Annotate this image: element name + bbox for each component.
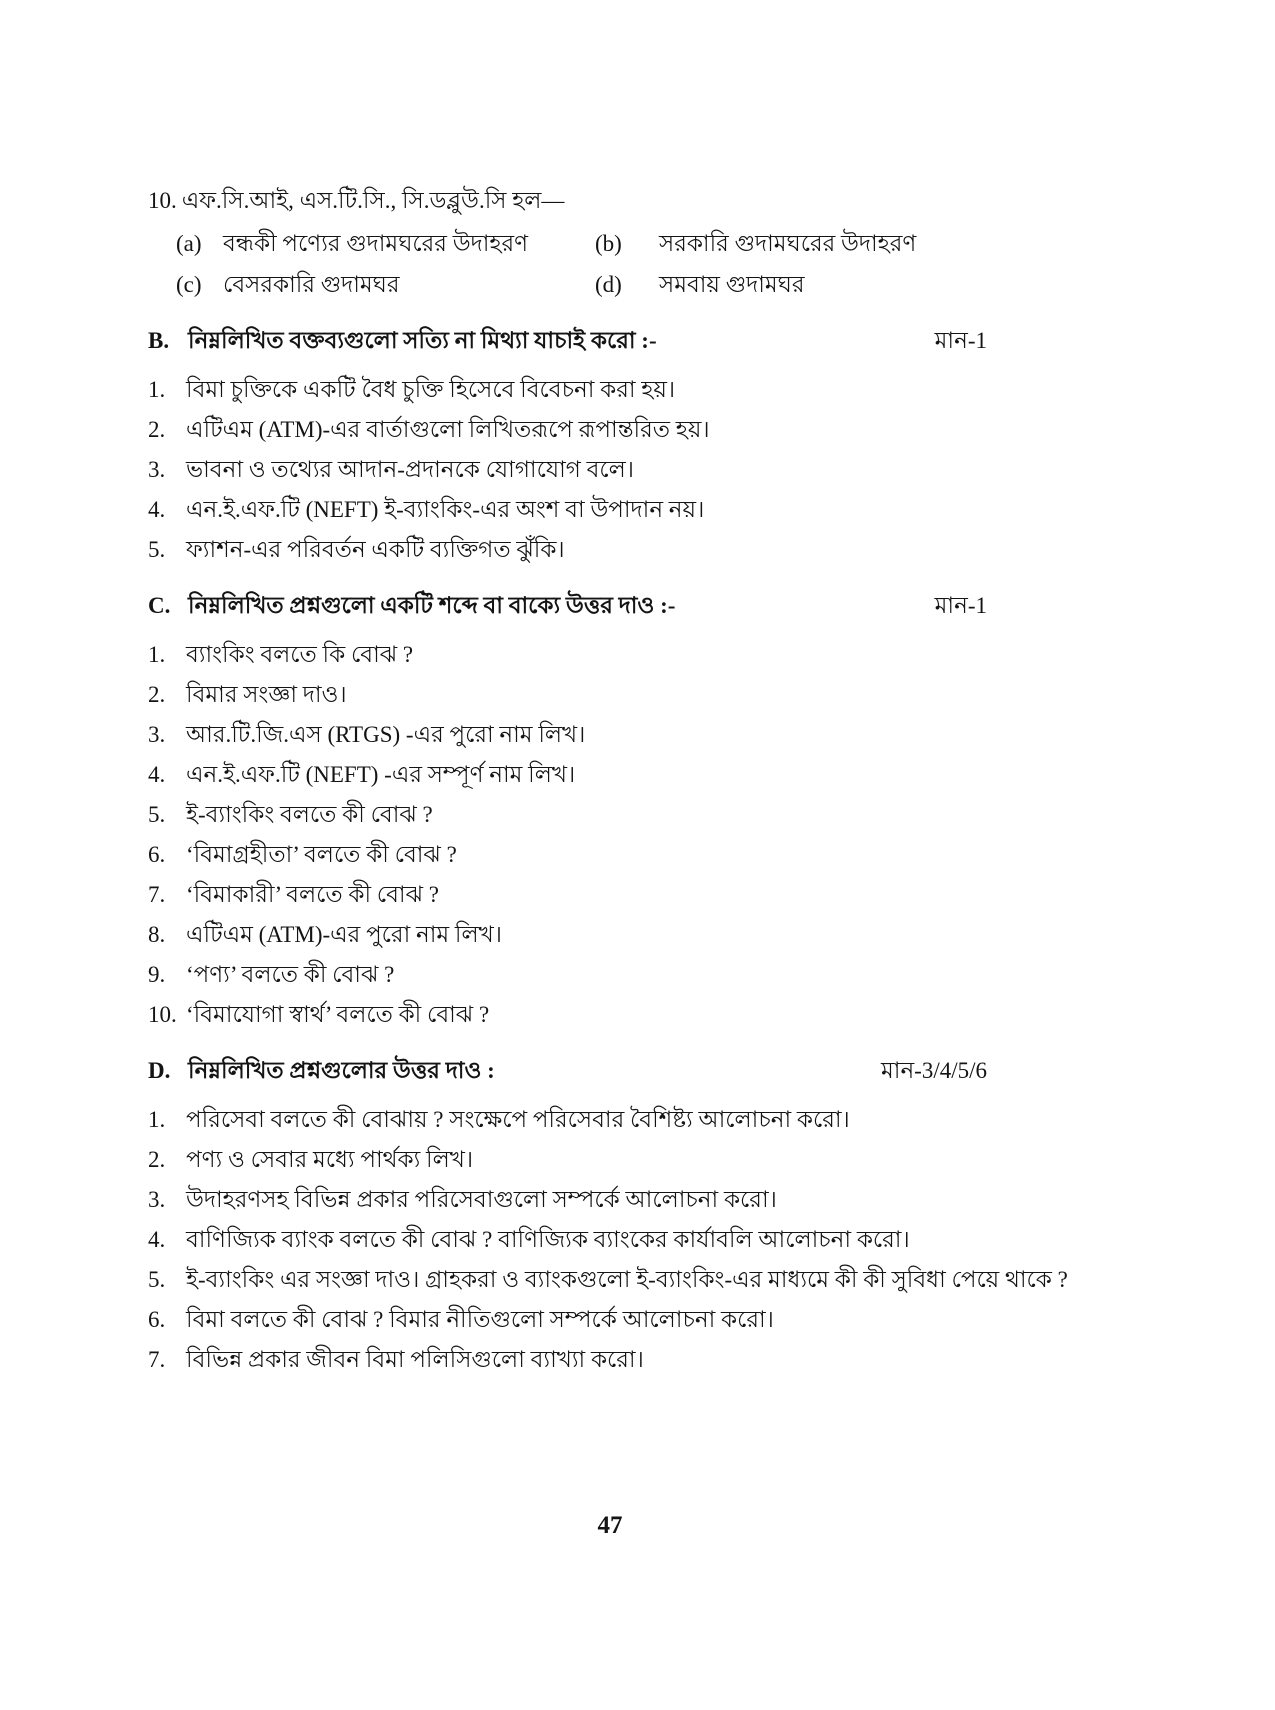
section-label: D. bbox=[148, 1058, 171, 1083]
page-content bbox=[148, 186, 1217, 1386]
question-number: 8. bbox=[148, 922, 166, 947]
question-number: 10. bbox=[148, 1002, 177, 1027]
question-item bbox=[148, 1106, 1217, 1134]
question-number: 1. bbox=[148, 377, 166, 402]
section-b-items bbox=[148, 376, 1217, 564]
question-item bbox=[148, 761, 1217, 789]
section-title: নিম্নলিখিত প্রশ্নগুলোর উত্তর দাও : bbox=[188, 1058, 495, 1083]
question-item bbox=[148, 841, 1217, 869]
question-text: বিমার সংজ্ঞা দাও। bbox=[186, 682, 347, 707]
question-number: 6. bbox=[148, 842, 166, 867]
question-item bbox=[148, 376, 1217, 404]
question-text: বাণিজ্যিক ব্যাংক বলতে কী বোঝ ? বাণিজ্যিক ব্যাংকের কার্যাবলি আলোচনা করো। bbox=[186, 1227, 910, 1252]
question-text: ‘বিমাগ্রহীতা’ বলতে কী বোঝ ? bbox=[186, 842, 457, 867]
question-text: পরিসেবা বলতে কী বোঝায় ? সংক্ষেপে পরিসেবার বৈশিষ্ট্য আলোচনা করো। bbox=[186, 1107, 850, 1132]
option-letter-d: (d) bbox=[595, 272, 622, 297]
question-number: 10. bbox=[148, 188, 177, 213]
question-item bbox=[148, 1226, 1217, 1254]
mcq-options bbox=[176, 230, 1217, 299]
question-item bbox=[148, 801, 1217, 829]
question-item bbox=[148, 641, 1217, 669]
section-c-heading bbox=[148, 591, 1217, 621]
mcq-question-10 bbox=[148, 186, 1217, 216]
section-d-heading bbox=[148, 1056, 1217, 1086]
option-letter-b: (b) bbox=[595, 231, 622, 256]
section-marks: মান-3/4/5/6 bbox=[881, 1058, 987, 1083]
section-b-heading bbox=[148, 326, 1217, 356]
question-number: 2. bbox=[148, 417, 166, 442]
question-text: ‘বিমাযোগা স্বার্থ’ বলতে কী বোঝ ? bbox=[186, 1002, 490, 1027]
question-text: ‘বিমাকারী’ বলতে কী বোঝ ? bbox=[186, 882, 439, 907]
option-letter-a: (a) bbox=[176, 231, 202, 256]
question-number: 4. bbox=[148, 762, 166, 787]
question-number: 6. bbox=[148, 1307, 166, 1332]
question-number: 2. bbox=[148, 1147, 166, 1172]
question-number: 5. bbox=[148, 537, 166, 562]
question-text: ফ্যাশন-এর পরিবর্তন একটি ব্যক্তিগত ঝুঁকি। bbox=[186, 537, 565, 562]
option-letter-c: (c) bbox=[176, 272, 202, 297]
question-number: 3. bbox=[148, 457, 166, 482]
section-marks: মান-1 bbox=[934, 593, 987, 618]
question-number: 2. bbox=[148, 682, 166, 707]
question-text: পণ্য ও সেবার মধ্যে পার্থক্য লিখ। bbox=[186, 1147, 474, 1172]
question-text: এটিএম (ATM)-এর বার্তাগুলো লিখিতরূপে রূপান্তরিত হয়। bbox=[186, 417, 710, 442]
section-title: নিম্নলিখিত বক্তব্যগুলো সত্যি না মিথ্যা যাচাই করো :- bbox=[188, 328, 657, 353]
question-item bbox=[148, 1001, 1217, 1029]
question-item bbox=[148, 1346, 1217, 1374]
question-text: উদাহরণসহ বিভিন্ন প্রকার পরিসেবাগুলো সম্পর্কে আলোচনা করো। bbox=[186, 1187, 777, 1212]
section-label: B. bbox=[148, 328, 170, 353]
question-number: 3. bbox=[148, 1187, 166, 1212]
page-number: 47 bbox=[597, 1512, 623, 1539]
question-item bbox=[148, 1266, 1217, 1294]
question-number: 4. bbox=[148, 497, 166, 522]
question-text: এটিএম (ATM)-এর পুরো নাম লিখ। bbox=[186, 922, 502, 947]
question-item bbox=[148, 721, 1217, 749]
question-number: 1. bbox=[148, 642, 166, 667]
option-text-d: সমবায় গুদামঘর bbox=[659, 272, 805, 297]
question-number: 5. bbox=[148, 1267, 166, 1292]
question-number: 9. bbox=[148, 962, 166, 987]
question-number: 4. bbox=[148, 1227, 166, 1252]
question-text: ই-ব্যাংকিং বলতে কী বোঝ ? bbox=[186, 802, 433, 827]
question-text: বিমা চুক্তিকে একটি বৈধ চুক্তি হিসেবে বিবেচনা করা হয়। bbox=[186, 377, 676, 402]
section-d-items bbox=[148, 1106, 1217, 1374]
section-marks: মান-1 bbox=[934, 328, 987, 353]
question-item bbox=[148, 961, 1217, 989]
section-title: নিম্নলিখিত প্রশ্নগুলো একটি শব্দে বা বাক্যে উত্তর দাও :- bbox=[188, 593, 676, 618]
section-c-items bbox=[148, 641, 1217, 1029]
question-text: ‘পণ্য’ বলতে কী বোঝ ? bbox=[186, 962, 395, 987]
question-item bbox=[148, 681, 1217, 709]
option-text-b: সরকারি গুদামঘরের উদাহরণ bbox=[659, 231, 917, 256]
question-number: 3. bbox=[148, 722, 166, 747]
question-text: আর.টি.জি.এস (RTGS) -এর পুরো নাম লিখ। bbox=[186, 722, 586, 747]
question-text: এন.ই.এফ.টি (NEFT) ই-ব্যাংকিং-এর অংশ বা উপাদান নয়। bbox=[186, 497, 705, 522]
question-text: বিমা বলতে কী বোঝ ? বিমার নীতিগুলো সম্পর্কে আলোচনা করো। bbox=[186, 1307, 774, 1332]
question-item bbox=[148, 536, 1217, 564]
question-number: 1. bbox=[148, 1107, 166, 1132]
question-text: ব্যাংকিং বলতে কি বোঝ ? bbox=[186, 642, 414, 667]
question-item bbox=[148, 1306, 1217, 1334]
question-text: ভাবনা ও তথ্যের আদান-প্রদানকে যোগাযোগ বলে। bbox=[186, 457, 634, 482]
question-text: ই-ব্যাংকিং এর সংজ্ঞা দাও। গ্রাহকরা ও ব্যাংকগুলো ই-ব্যাংকিং-এর মাধ্যমে কী কী সুবিধা পেয়ে থাকে ? bbox=[186, 1267, 1068, 1292]
question-text: বিভিন্ন প্রকার জীবন বিমা পলিসিগুলো ব্যাখ্যা করো। bbox=[186, 1347, 644, 1372]
question-text: এন.ই.এফ.টি (NEFT) -এর সম্পূর্ণ নাম লিখ। bbox=[186, 762, 576, 787]
question-number: 5. bbox=[148, 802, 166, 827]
question-number: 7. bbox=[148, 1347, 166, 1372]
question-text: এফ.সি.আই, এস.টি.সি., সি.ডব্লুউ.সি হল— bbox=[181, 188, 565, 213]
option-text-a: বন্ধকী পণ্যের গুদামঘরের উদাহরণ bbox=[223, 231, 529, 256]
question-item bbox=[148, 881, 1217, 909]
question-item bbox=[148, 1186, 1217, 1214]
question-item bbox=[148, 456, 1217, 484]
section-label: C. bbox=[148, 593, 171, 618]
option-text-c: বেসরকারি গুদামঘর bbox=[223, 272, 400, 297]
question-number: 7. bbox=[148, 882, 166, 907]
question-item bbox=[148, 921, 1217, 949]
question-item bbox=[148, 1146, 1217, 1174]
question-item bbox=[148, 416, 1217, 444]
question-item bbox=[148, 496, 1217, 524]
